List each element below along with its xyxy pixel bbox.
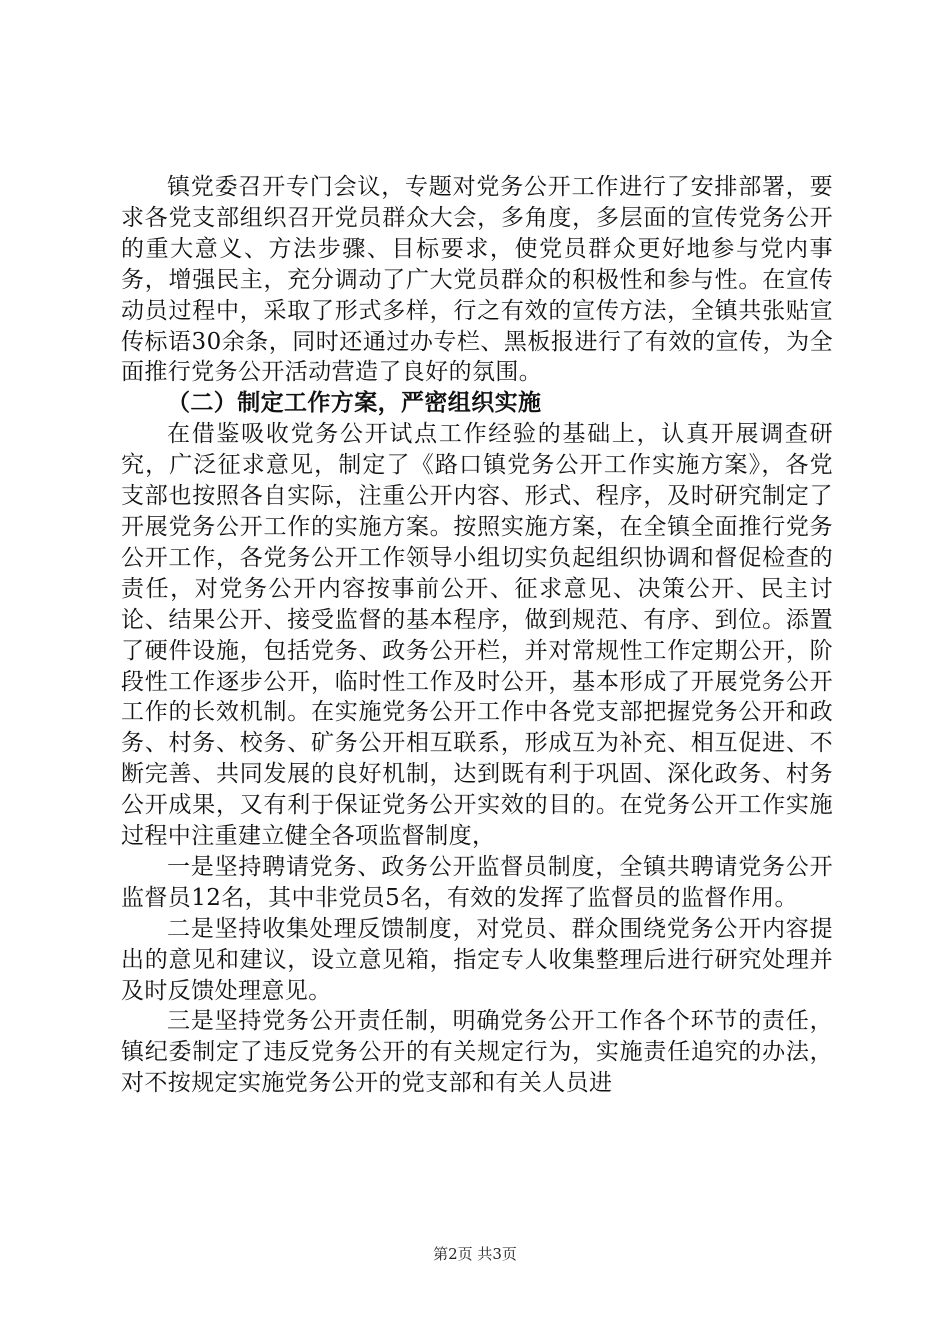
section-heading-work-plan: （二）制定工作方案，严密组织实施 [167, 389, 542, 417]
paragraph-responsibility-system: 三是坚持党务公开责任制，明确党务公开工作各个环节的责任，镇纪委制定了违反党务公开的有关规定行为，实施责任追究的办法，对不按规定实施党务公开的党支部和有关人员进 [121, 1008, 833, 1097]
paragraph-work-plan: 在借鉴吸收党务公开试点工作经验的基础上，认真开展调查研究，广泛征求意见，制定了《路口镇党务公开工作实施方案》，各党支部也按照各自实际，注重公开内容、形式、程序，及时研究制定了开展党务公开工作的实施方案。按照实施方案，在全镇全面推行党务公开工作，各党务公开工作领导小组切实负起组织协调和督促检查的责任，对党务公开内容按事前公开、征求意见、决策公开、民主讨论、结果公开、接受监督的基本程序，做到规范、有序、到位。添置了硬件设施，包括党务、政务公开栏，并对常规性工作定期公开，阶段性工作逐步公开，临时性工作及时公开，基本形成了开展党务公开工作的长效机制。在实施党务公开工作中各党支部把握党务公开和政务、村务、校务、矿务公开相互联系，形成互为补充、相互促进、不断完善、共同发展的良好机制，达到既有利于巩固、深化政务、村务公开成果，又有利于保证党务公开实效的目的。在党务公开工作实施过程中注重建立健全各项监督制度， [121, 421, 833, 850]
paragraph-publicity: 镇党委召开专门会议，专题对党务公开工作进行了安排部署，要求各党支部组织召开党员群众大会，多角度，多层面的宣传党务公开的重大意义、方法步骤、目标要求，使党员群众更好地参与党内事务，增强民主，充分调动了广大党员群众的积极性和参与性。在宣传动员过程中，采取了形式多样，行之有效的宣传方法，全镇共张贴宣传标语30余条，同时还通过办专栏、黑板报进行了有效的宣传，为全面推行党务公开活动营造了良好的氛围。 [121, 174, 833, 386]
paragraph-supervisor-system: 一是坚持聘请党务、政务公开监督员制度，全镇共聘请党务公开监督员12名，其中非党员5名，有效的发挥了监督员的监督作用。 [121, 853, 833, 911]
paragraph-feedback-system: 二是坚持收集处理反馈制度，对党员、群众围绕党务公开内容提出的意见和建议，设立意见箱，指定专人收集整理后进行研究处理并及时反馈处理意见。 [121, 915, 833, 1004]
document-body [121, 172, 833, 1099]
page-number-footer: 第2页 共3页 [433, 1245, 517, 1263]
